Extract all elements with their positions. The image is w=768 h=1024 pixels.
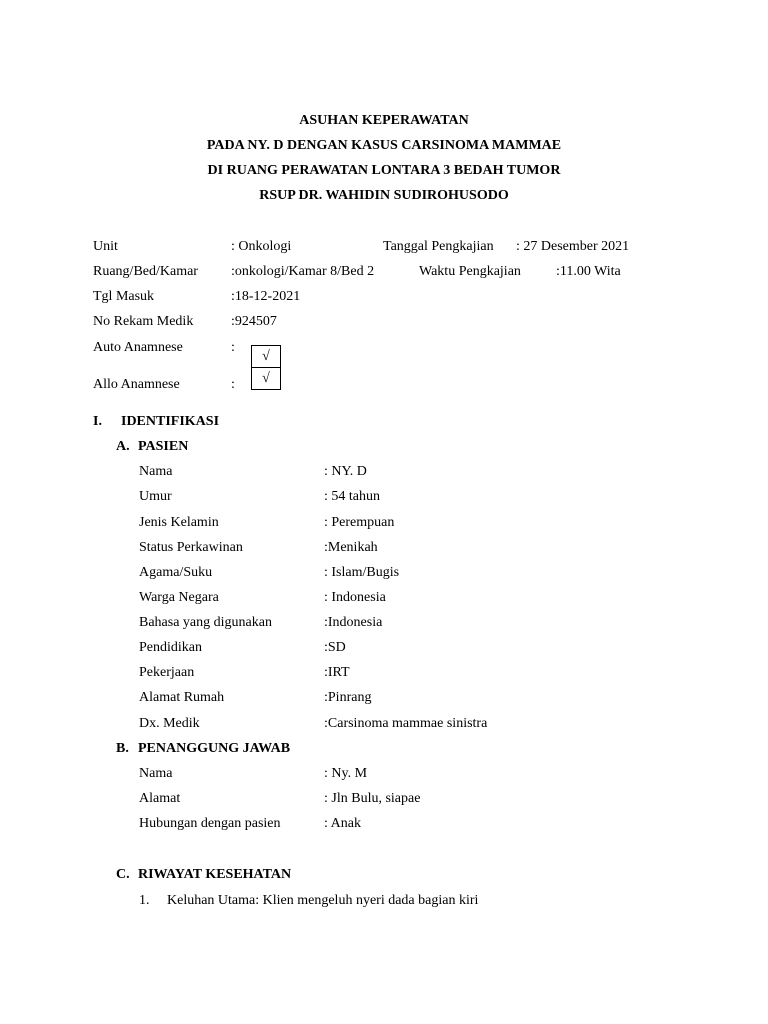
pasien-label: Nama <box>139 464 173 479</box>
pasien-value: :Carsinoma mammae sinistra <box>324 716 488 731</box>
allo-anamnese-colon: : <box>231 377 235 392</box>
pasien-value: : Islam/Bugis <box>324 565 400 580</box>
pasien-label: Bahasa yang digunakan <box>139 615 272 630</box>
pasien-value: : Perempuan <box>324 515 395 530</box>
ruang-value: :onkologi/Kamar 8/Bed 2 <box>231 264 375 279</box>
section-a-letter: A. <box>116 439 130 454</box>
pasien-label: Alamat Rumah <box>139 690 225 705</box>
waktu-value: :11.00 Wita <box>556 264 621 279</box>
section-1-title: IDENTIFIKASI <box>121 414 220 429</box>
waktu-label: Waktu Pengkajian <box>419 264 521 279</box>
auto-anamnese-colon: : <box>231 340 235 355</box>
rekam-medik-value: :924507 <box>231 314 277 329</box>
title-line-3: DI RUANG PERAWATAN LONTARA 3 BEDAH TUMOR <box>207 163 561 178</box>
penanggung-label: Alamat <box>139 791 181 806</box>
penanggung-label: Nama <box>139 766 173 781</box>
penanggung-value: : Anak <box>324 816 361 831</box>
title-line-4: RSUP DR. WAHIDIN SUDIROHUSODO <box>259 188 509 203</box>
pasien-value: : Indonesia <box>324 590 386 605</box>
pasien-label: Jenis Kelamin <box>139 515 219 530</box>
section-c-title: RIWAYAT KESEHATAN <box>138 867 292 882</box>
pasien-value: :SD <box>324 640 346 655</box>
section-c-letter: C. <box>116 867 130 882</box>
pasien-label: Dx. Medik <box>139 716 200 731</box>
penanggung-label: Hubungan dengan pasien <box>139 816 281 831</box>
section-b-letter: B. <box>116 741 129 756</box>
pasien-value: :Indonesia <box>324 615 383 630</box>
penanggung-value: : Jln Bulu, siapae <box>324 791 421 806</box>
allo-anamnese-checkbox[interactable]: √ <box>251 367 281 390</box>
ruang-label: Ruang/Bed/Kamar <box>93 264 198 279</box>
pasien-label: Status Perkawinan <box>139 540 243 555</box>
section-1-number: I. <box>93 414 102 429</box>
tgl-masuk-label: Tgl Masuk <box>93 289 155 304</box>
pasien-value: : NY. D <box>324 464 367 479</box>
pasien-value: : 54 tahun <box>324 489 380 504</box>
section-a-title: PASIEN <box>138 439 189 454</box>
tanggal-value: : 27 Desember 2021 <box>516 239 630 254</box>
auto-anamnese-checkbox[interactable]: √ <box>251 345 281 368</box>
unit-label: Unit <box>93 239 118 254</box>
auto-anamnese-label: Auto Anamnese <box>93 340 183 355</box>
pasien-value: :Menikah <box>324 540 378 555</box>
pasien-value: :Pinrang <box>324 690 372 705</box>
allo-anamnese-label: Allo Anamnese <box>93 377 180 392</box>
pasien-value: :IRT <box>324 665 350 680</box>
unit-value: : Onkologi <box>231 239 292 254</box>
pasien-label: Pendidikan <box>139 640 202 655</box>
tanggal-label: Tanggal Pengkajian <box>383 239 494 254</box>
rekam-medik-label: No Rekam Medik <box>93 314 194 329</box>
section-b-title: PENANGGUNG JAWAB <box>138 741 291 756</box>
title-line-1: ASUHAN KEPERAWATAN <box>299 113 469 128</box>
pasien-label: Warga Negara <box>139 590 219 605</box>
riwayat-item-text: Keluhan Utama: Klien mengeluh nyeri dada bagian kiri <box>167 893 479 908</box>
pasien-label: Pekerjaan <box>139 665 195 680</box>
tgl-masuk-value: :18-12-2021 <box>231 289 301 304</box>
title-line-2: PADA NY. D DENGAN KASUS CARSINOMA MAMMAE <box>206 138 562 153</box>
pasien-label: Umur <box>139 489 172 504</box>
riwayat-item-number: 1. <box>139 893 150 908</box>
pasien-label: Agama/Suku <box>139 565 213 580</box>
penanggung-value: : Ny. M <box>324 766 368 781</box>
